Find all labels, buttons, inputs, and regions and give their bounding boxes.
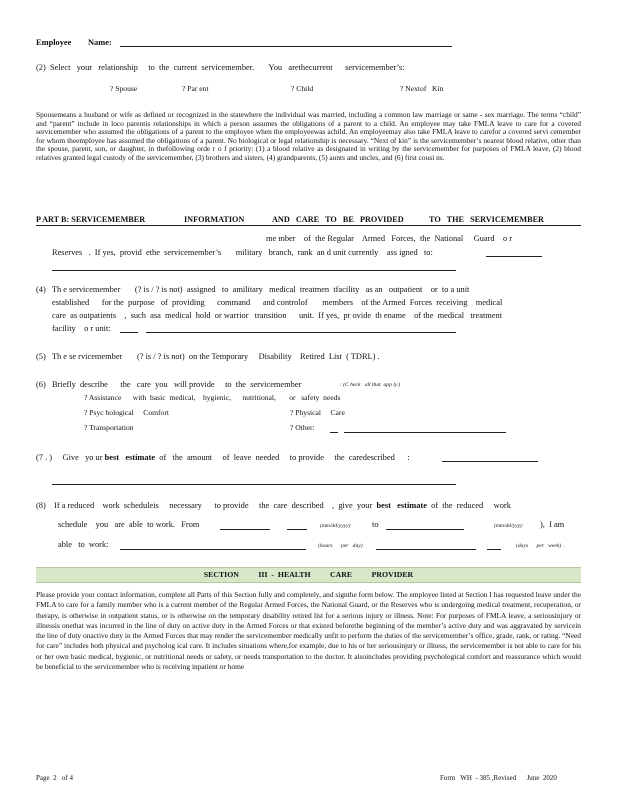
employee-label: Employee <box>36 38 72 47</box>
q2-option-child[interactable]: ? Child <box>291 84 314 93</box>
q6-option-physical[interactable]: ? Physical Care <box>290 408 345 417</box>
q8-from-date-field[interactable] <box>220 529 270 530</box>
q2-option-parent[interactable]: ? Par ent <box>182 84 209 93</box>
part-b-heading <box>36 214 581 226</box>
employee-name-field[interactable] <box>120 46 452 47</box>
q8-hours-hint: (hours per day) <box>318 543 363 549</box>
section-3-instructions: Please provide your contact information, complete all Parts of this Section fully and completely, and signthe form below. The employee listed at Section I has requested leave under the FMLA to care for a family member who is a current member of the Regular Armed Forces, the National Guard, or the Reserves who is undergoing medical treatment, recuperation, or therapy, is otherwise in outpatient status, or is otherwise on the temporary disability retired list for a serious injury or illness. Note: For purposes of FMLA leave, a seriousinjury or illnessis onethat was incurred in the line of duty on active duty in the Armed Forces or that existed beforethe beginning of the member’s active duty and was aggravated by servicein the line of duty onactive duty in the Armed Forces that may render the servicemember medically unfit to perform the duties of the servicemember’s office, grade, rank, or rating. “Need for care” includes both physical and psycholog ical care. It includes situations where,for example, due to his or her seriousinjury or illness, the servicemember is not able to care for his or her own basic medical, hygienic, or nutritional needs or safety, or needs transportation to the doctor. It alsoincludes providing psychological comfort and reassurance which would be beneficial to the servicemember who is receiving inpatient or home <box>36 590 581 672</box>
q3-line-2: Reserves . If yes, provid ethe servicemember’s military branch, rank an d unit currently ass igned to: <box>52 248 433 257</box>
q8-line-1 <box>36 501 511 511</box>
q7-extra-line[interactable] <box>52 484 456 485</box>
q3-extra-line[interactable] <box>52 270 456 271</box>
q8-best-estimate: best estimate <box>376 501 427 510</box>
employee-name-label: Name: <box>88 38 112 47</box>
q4-line-2: established for the purpose of providing command and controlof members of the Armed Forces receiving medical <box>52 298 503 307</box>
q8-i-am: ), I am <box>540 520 565 529</box>
q7-prefix: (7 . ) Give yo ur <box>36 453 105 462</box>
q2-option-next-of-kin[interactable]: ? Nextof Kin <box>400 84 444 93</box>
q6-hint: : (C heck all that app ly.) <box>340 382 401 388</box>
q6-option-assistance[interactable]: ? Assistance with basic medical, hygienic, nutritional, or safety needs <box>84 393 341 402</box>
q8-from-date-field-2[interactable] <box>287 529 307 530</box>
q6-option-other[interactable]: ? Other: <box>290 423 315 432</box>
q8-days-hint: (days per week) . <box>516 543 566 549</box>
q6-option-transportation[interactable]: ? Transportation <box>84 423 134 432</box>
q7-best-estimate: best estimate <box>104 453 156 462</box>
part-b-heading-4: TO THE SERVICEMEMBER <box>429 215 544 224</box>
q7-leave-field[interactable] <box>442 461 538 462</box>
q2-option-spouse[interactable]: ? Spouse <box>110 84 138 93</box>
section-3-heading <box>36 567 581 583</box>
q4-facility-field-short[interactable] <box>120 332 138 333</box>
q7-suffix: of the amount of leave needed to provide the caredescribed : <box>155 453 410 462</box>
relationship-definitions: Spousemeans a husband or wife as defined or recognized in the statewhere the individual was married, including a common law marriage or same - sex marriage. The terms “child” and “parent” include in loco parentis relationships in which a person assumes the obligations of a parent to a child. An employee may take FMLA leave to care for a covered servicemember who assumed the obligations of a parent to the employee when the employeewas achild. An employeemay also take FMLA leave to carefor a covered servi cemember for whom theemployee has assumed the obligations of a parent. No biological or legal relationship is necessary. “Next of kin” is the servicemember’s nearest blood relative, other than the spouse, parent, son, or daughter, in thefollowing orde r o f priority: (1) a blood relative as designated in writing by the servicemember for purposes of FMLA leave, (2) blood relatives granted legal custody of the servicemember, (3) brothers and sisters, (4) grandparents, (5) aunts and uncles, and (6) first cousi ns. <box>36 110 581 162</box>
footer-page-number: Page 2 of 4 <box>36 774 73 782</box>
q8-hours-field-2[interactable] <box>376 549 476 550</box>
q6-other-field-short[interactable] <box>330 432 338 433</box>
q6-question: (6) Briefly describe the care you will provide to the servicemember <box>36 380 302 389</box>
q7-question <box>36 453 410 463</box>
q8-to-date-field[interactable] <box>386 529 464 530</box>
part-b-heading-1: P ART B: SERVICEMEMBER <box>36 215 146 224</box>
part-b-heading-2: INFORMATION <box>184 215 245 224</box>
footer-form-id: Form WH - 385 ,Revised June 2020 <box>440 774 557 782</box>
q2-question: (2) Select your relationship to the current servicemember. You arethecurrent servicemember’s: <box>36 63 405 72</box>
q5-question: (5) Th e se rvicemember (? is / ? is not) on the Temporary Disability Retired List ( TDRL) . <box>36 352 380 361</box>
q4-facility-field[interactable] <box>146 332 456 333</box>
q8-line-1-suffix: of the reduced work <box>426 501 511 510</box>
q8-days-field[interactable] <box>487 549 501 550</box>
q6-option-psychological[interactable]: ? Psyc hological Comfort <box>84 408 169 417</box>
q8-hours-field[interactable] <box>120 549 306 550</box>
q8-date-format-1: (mm/dd/yyyy) <box>320 523 351 529</box>
q8-to-label: to <box>372 520 379 529</box>
q3-line-1: me mber of the Regular Armed Forces, the National Guard o r <box>266 234 513 243</box>
q6-other-field[interactable] <box>344 432 506 433</box>
q4-line-4: facility o r unit: <box>52 324 111 333</box>
q3-assigned-unit-field[interactable] <box>486 256 542 257</box>
q8-line-3: able to work: <box>58 540 109 549</box>
q8-line-1-prefix: (8) If a reduced work scheduleis necessary to provide the care described , give your <box>36 501 377 510</box>
part-b-heading-3: AND CARE TO BE PROVIDED <box>272 215 404 224</box>
q8-date-format-2: (mm/dd/yyyy <box>494 523 523 529</box>
q8-line-2: schedule you are able to work. From <box>58 520 200 529</box>
q4-line-1: (4) Th e servicemember (? is / ? is not) assigned to amilitary medical treatmen tfacility as an outpatient or to a unit <box>36 285 470 294</box>
section-3-title: SECTION III - HEALTH CARE PROVIDER <box>203 570 414 579</box>
q4-line-3: care as outpatients , such asa medical hold or warrior transition unit. If yes, pr ovide th ename of the medical treatment <box>52 311 503 320</box>
